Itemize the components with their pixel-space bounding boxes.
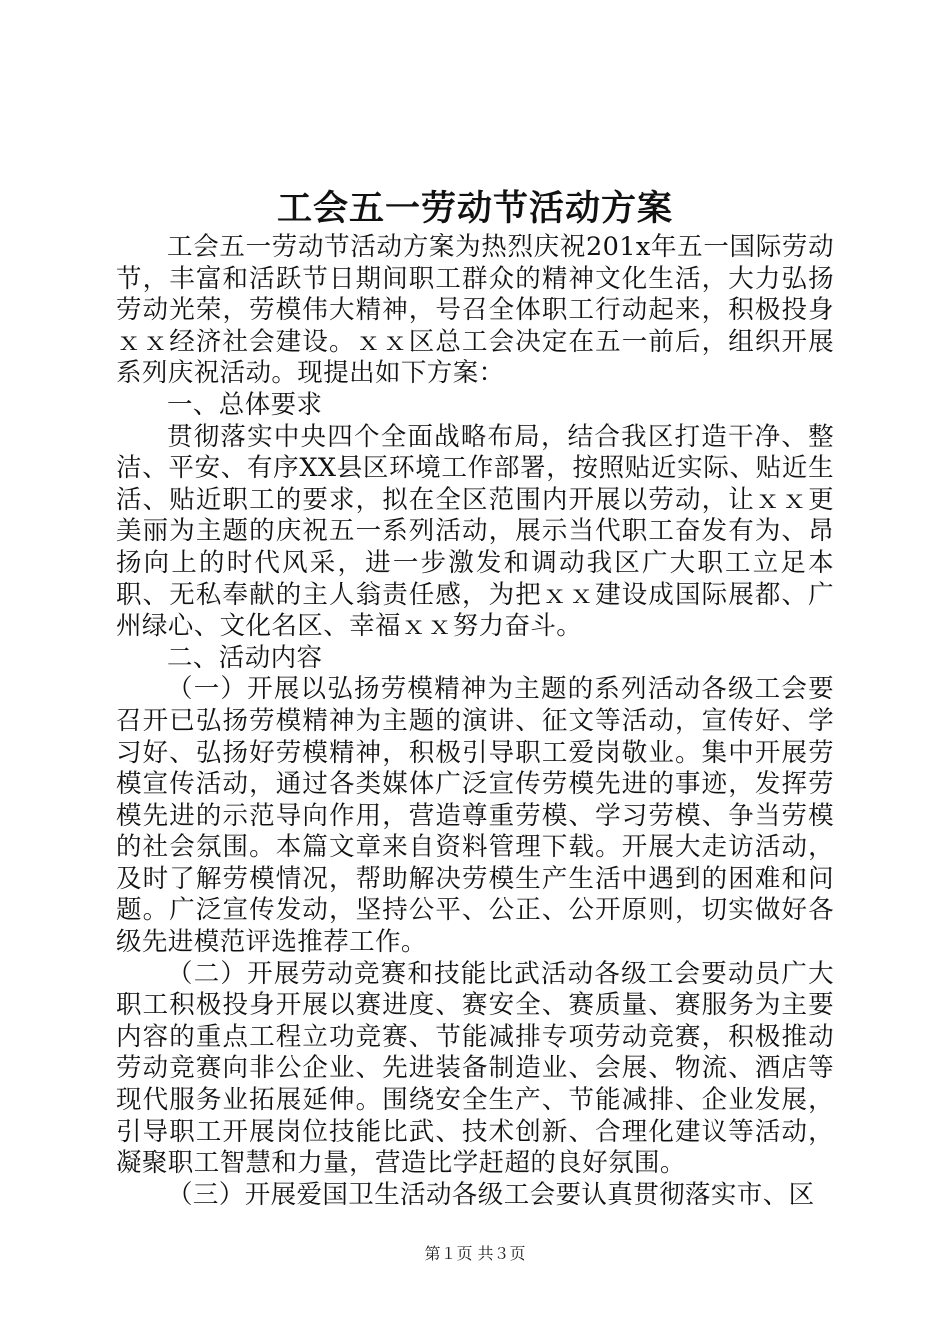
section-heading-general-requirements: 一、总体要求 [167, 389, 323, 420]
document-body [116, 232, 834, 1211]
intro-paragraph: 工会五一劳动节活动方案为热烈庆祝201x年五一国际劳动节，丰富和活跃节日期间职工群众的精神文化生活，大力弘扬劳动光荣，劳模伟大精神，号召全体职工行动起来，积极投身ｘｘ经济社会建设。ｘｘ区总工会决定在五一前后，组织开展系列庆祝活动。现提出如下方案： [116, 232, 834, 389]
document-title: 工会五一劳动节活动方案 [276, 188, 673, 229]
activity-item-2-paragraph: （二）开展劳动竞赛和技能比武活动各级工会要动员广大职工积极投身开展以赛进度、赛安全、赛质量、赛服务为主要内容的重点工程立功竞赛、节能减排专项劳动竞赛，积极推动劳动竞赛向非公企业、先进装备制造业、会展、物流、酒店等现代服务业拓展延伸。围绕安全生产、节能减排、企业发展，引导职工开展岗位技能比武、技术创新、合理化建议等活动，凝聚职工智慧和力量，营造比学赶超的良好氛围。 [116, 958, 834, 1179]
activity-item-1-paragraph: （一）开展以弘扬劳模精神为主题的系列活动各级工会要召开已弘扬劳模精神为主题的演讲、征文等活动，宣传好、学习好、弘扬好劳模精神，积极引导职工爱岗敬业。集中开展劳模宣传活动，通过各类媒体广泛宣传劳模先进的事迹，发挥劳模先进的示范导向作用，营造尊重劳模、学习劳模、争当劳模的社会氛围。本篇文章来自资料管理下载。开展大走访活动，及时了解劳模情况，帮助解决劳模生产生活中遇到的困难和问题。广泛宣传发动，坚持公平、公正、公开原则，切实做好各级先进模范评选推荐工作。 [116, 674, 834, 958]
general-requirements-paragraph: 贯彻落实中央四个全面战略布局，结合我区打造干净、整洁、平安、有序XX县区环境工作部署，按照贴近实际、贴近生活、贴近职工的要求，拟在全区范围内开展以劳动，让ｘｘ更美丽为主题的庆祝五一系列活动，展示当代职工奋发有为、昂扬向上的时代风采，进一步激发和调动我区广大职工立足本职、无私奉献的主人翁责任感，为把ｘｘ建设成国际展都、广州绿心、文化名区、幸福ｘｘ努力奋斗。 [116, 421, 834, 642]
activity-item-3-paragraph: （三）开展爱国卫生活动各级工会要认真贯彻落实市、区 [167, 1179, 815, 1210]
page-number-footer: 第１页 共３页 [424, 1244, 526, 1263]
section-heading-activity-content: 二、活动内容 [167, 642, 323, 673]
